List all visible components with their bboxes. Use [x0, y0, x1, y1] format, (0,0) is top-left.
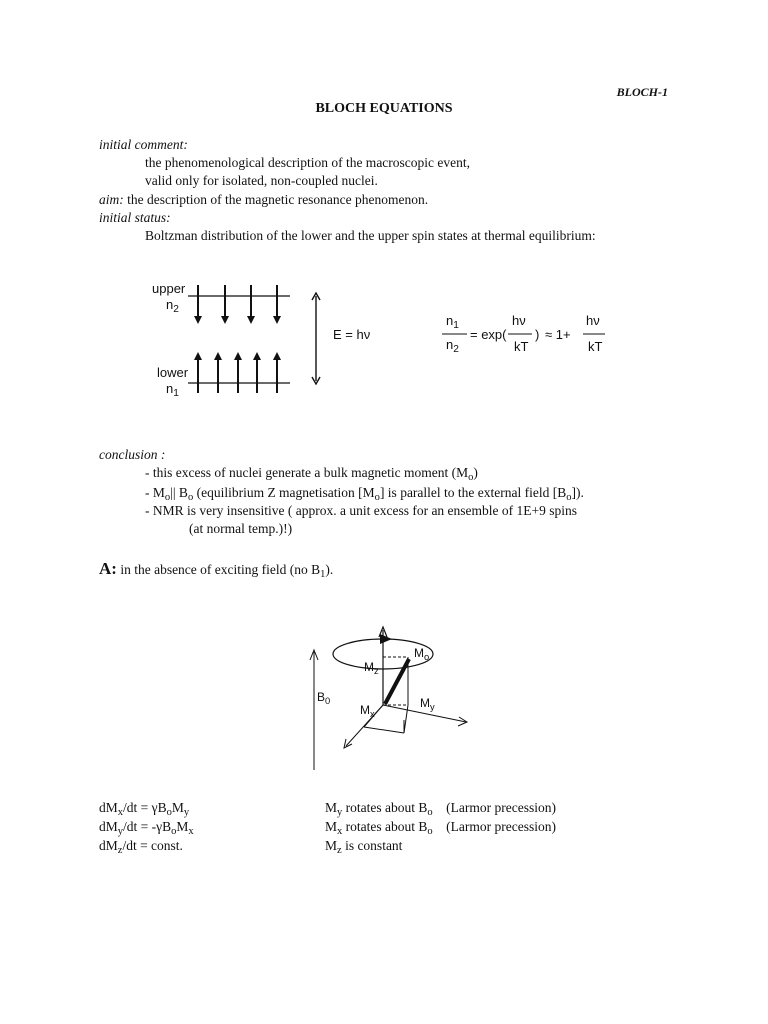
section-a-letter: A:: [99, 559, 117, 578]
exp-denominator: kT: [514, 339, 529, 354]
mo-vector: [385, 659, 409, 704]
conclusion-line-1: - this excess of nuclei generate a bulk magnetic moment $(M_o)$: [145, 465, 478, 484]
page-id: BLOCH-1: [616, 85, 668, 99]
initial-status-text: Boltzman distribution of the lower and the upper spin states at thermal equilibrium:: [145, 228, 596, 243]
lower-n-label: $n_1$: [166, 381, 179, 400]
page-title: BLOCH EQUATIONS: [315, 101, 453, 116]
conclusion-label: conclusion :: [99, 447, 166, 462]
initial-status-label: initial status:: [99, 210, 171, 225]
ratio-denominator: $n_2$: [446, 337, 459, 356]
lower-label: lower: [157, 365, 189, 380]
mo-label: $M_o$: [414, 646, 430, 662]
approx-denominator: kT: [588, 339, 603, 354]
conclusion-line-2: - $M_o||$ $B_o$ (equilibrium Z magnetisation $[M_o]$ is parallel to the external field $[B_o]$).: [145, 485, 584, 504]
initial-comment-label: initial comment:: [99, 137, 188, 152]
equation: $dM_z/dt$ = const.: [99, 838, 183, 857]
initial-comment-line-1: the phenomenological description of the macroscopic event,: [145, 155, 471, 170]
section-a-heading: A: in the absence of exciting field (no $B_1$).: [99, 559, 334, 581]
equation: $dM_x/dt = \gamma B_oM_y$: [99, 800, 190, 819]
upper-n-label: $n_2$: [166, 297, 179, 316]
equation-description: $M_y$ rotates about $B_o$ (Larmor precession): [325, 800, 556, 819]
energy-label: E = hν: [333, 327, 371, 342]
approx-text: ≈ 1+: [545, 327, 571, 342]
equation-description: $M_x$ rotates about $B_o$ (Larmor precession): [325, 819, 556, 838]
mz-label: $M_z$: [364, 660, 379, 676]
upper-label: upper: [152, 281, 186, 296]
b0-label: $B_0$: [317, 690, 331, 706]
exp-equals: = exp(: [470, 327, 507, 342]
aim-text: the description of the magnetic resonance phenomenon.: [123, 192, 429, 207]
initial-comment-line-2: valid only for isolated, non-coupled nuclei.: [145, 173, 378, 188]
equation: $dM_y/dt = -\gamma B_oM_x$: [99, 819, 194, 838]
equation-description: $M_z$ is constant: [325, 838, 403, 857]
conclusion-line-4: (at normal temp.)!): [189, 521, 293, 536]
conclusion-line-3: - NMR is very insensitive ( approx. a unit excess for an ensemble of 1E+9 spins: [145, 503, 578, 518]
my-label: $M_y$: [420, 696, 435, 712]
ratio-numerator: $n_1$: [446, 313, 459, 332]
mx-label: $M_x$: [360, 703, 375, 719]
exp-numerator: hν: [512, 313, 526, 328]
approx-numerator: hν: [586, 313, 600, 328]
aim-label: aim:: [99, 192, 124, 207]
exp-close-paren: ): [535, 327, 540, 342]
